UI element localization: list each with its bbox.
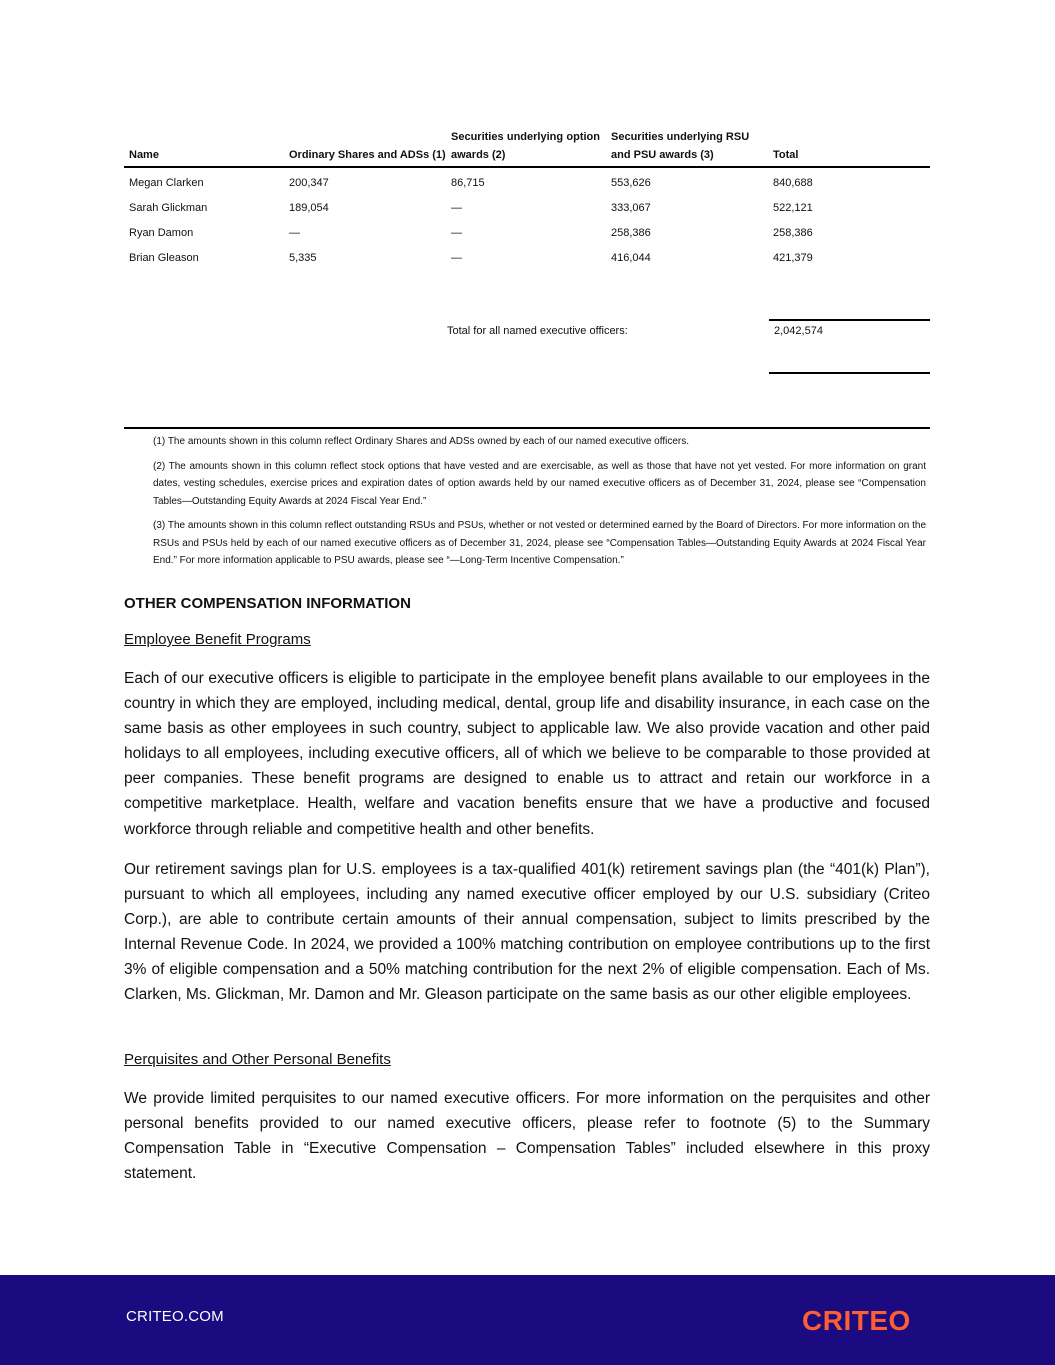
row-name: Sarah Glickman: [129, 201, 208, 214]
row-rsu-psu: 333,067: [611, 201, 651, 214]
table-row: [124, 245, 930, 270]
footnote-divider: [124, 427, 930, 429]
table-header: [124, 126, 930, 168]
row-name: Ryan Damon: [129, 226, 194, 239]
row-total: 258,386: [773, 226, 813, 239]
row-shares: 200,347: [289, 176, 329, 189]
criteo-logo: CRITEO: [802, 1305, 911, 1336]
paragraph-perquisites: We provide limited perquisites to our named executive officers. For more information on the perquisites and other personal benefits provided to our named executive officers, please refer to footnote (5) to the Summary Compensation Table in “Executive Compensation – Compensation Tables” included elsewhere in this proxy statement.: [124, 1090, 930, 1183]
row-shares: 189,054: [289, 201, 329, 214]
row-options: —: [451, 226, 462, 239]
header-option-awards: Securities underlying option awards (2): [451, 131, 600, 161]
row-shares: —: [289, 226, 300, 239]
footnote-3: (3) The amounts shown in this column reflect outstanding RSUs and PSUs, whether or not vested or determined earned by the Board of Directors. For more information on the RSUs and PSUs held by each of our named executive officers as of December 31, 2024, please see “Compensation Tables—Outstanding Equity Awards at 2024 Fiscal Year End.” For more information applicable to PSU awards, please see “—Long-Term Incentive Compensation.”: [153, 520, 926, 566]
total-top-rule: [769, 319, 930, 321]
row-rsu-psu: 553,626: [611, 176, 651, 189]
total-value: 2,042,574: [774, 325, 823, 337]
paragraph-retirement: Our retirement savings plan for U.S. employees is a tax-qualified 401(k) retirement savings plan (the “401(k) Plan”), pursuant to which all employees, including any named executive officer employed by our U.S. subsidiary (Criteo Corp.), are able to contribute certain amounts of their annual compensation, subject to limits prescribed by the Internal Revenue Code. In 2024, we provided a 100% matching contribution on employee contributions up to the first 3% of eligible compensation and a 50% matching contribution for the next 2% of eligible compensation. Each of Ms. Clarken, Ms. Glickman, Mr. Damon and Mr. Gleason participate on the same basis as our other eligible employees.: [124, 861, 930, 1004]
row-name: Brian Gleason: [129, 251, 199, 264]
table-row: [124, 170, 930, 195]
row-total: 840,688: [773, 176, 813, 189]
section-heading: OTHER COMPENSATION INFORMATION: [124, 595, 411, 612]
footnote-1: (1) The amounts shown in this column reflect Ordinary Shares and ADSs owned by each of our named executive officers.: [153, 436, 690, 447]
table-row: [124, 220, 930, 245]
page-footer: [0, 1275, 1055, 1365]
subheading-benefits: Employee Benefit Programs: [124, 631, 311, 648]
row-total: 421,379: [773, 251, 813, 264]
footnote-2: (2) The amounts shown in this column reflect stock options that have vested and are exercisable, as well as those that have not yet vested. For more information on grant dates, vesting schedules, exercise prices and expiration dates of option awards held by our named executive officers as of December 31, 2024, please see “Compensation Tables—Outstanding Equity Awards at 2024 Fiscal Year End.”: [153, 460, 926, 507]
row-rsu-psu: 258,386: [611, 226, 651, 239]
website-link[interactable]: CRITEO.COM: [126, 1308, 224, 1325]
row-options: 86,715: [451, 176, 485, 189]
table-row: [124, 195, 930, 220]
paragraph-benefits: Each of our executive officers is eligible to participate in the employee benefit plans available to our employees in the country in which they are employed, including medical, dental, group life and disability insurance, in each case on the same basis as other employees in such country, subject to applicable law. We also provide vacation and other paid holidays to all employees, including executive officers, all of which we believe to be comparable to those provided at peer companies. These benefit programs are designed to enable us to attract and retain our workforce in a competitive marketplace. Health, welfare and vacation benefits ensure that we have a productive and focused workforce through reliable and competitive health and other benefits.: [124, 670, 930, 838]
header-name: Name: [129, 148, 159, 161]
row-options: —: [451, 251, 462, 264]
row-options: —: [451, 201, 462, 214]
row-name: Megan Clarken: [129, 176, 204, 189]
row-shares: 5,335: [289, 251, 317, 264]
total-label: Total for all named executive officers:: [447, 325, 628, 337]
footnotes: [153, 433, 926, 577]
row-total: 522,121: [773, 201, 813, 214]
header-ordinary-shares: Ordinary Shares and ADSs (1): [289, 148, 446, 161]
subheading-perquisites: Perquisites and Other Personal Benefits: [124, 1051, 391, 1068]
header-total: Total: [773, 148, 799, 161]
row-rsu-psu: 416,044: [611, 251, 651, 264]
total-bottom-rule: [769, 372, 930, 374]
header-rsu-psu-awards: Securities underlying RSU and PSU awards (3): [611, 131, 750, 161]
ownership-table: [124, 126, 930, 270]
